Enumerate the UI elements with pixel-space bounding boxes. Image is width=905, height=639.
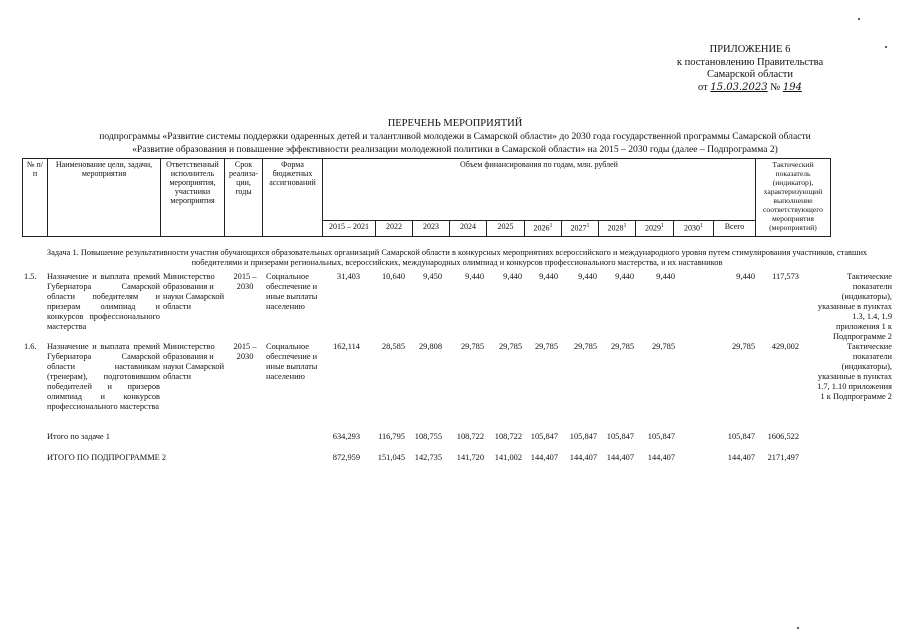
footnote-mark: 1 <box>586 223 590 229</box>
value-cell: 9,440 <box>578 272 597 281</box>
total-value: 144,407 <box>606 453 634 462</box>
number-label: № <box>770 81 781 93</box>
title-line-3: «Развитие образования и повышение эффективности реализации молодежной политики в Самарской области» на 2015 – 2030 годы (далее – Подпрограмма 2) <box>132 144 778 155</box>
row-name: Назначение и выплата премий Губернатора Самарской области наставникам (тренерам), подготовившим победителей и призеров олимпиад и конкурсов профессионального мастерства <box>47 342 160 411</box>
header-num: № п/п <box>23 159 48 237</box>
task-statement: Задача 1. Повышение результативности участия обучающихся образовательных организаций Самарской области в конкурсных мероприятиях всероссийского и международного уровня путем стимулирования участников, ставших победителями и призерами региональных, всероссийских, международных олимпиад и конкурсов профессионального мастерства, и их наставников <box>46 248 868 267</box>
total-value: 105,847 <box>727 432 755 441</box>
value-cell: 9,440 <box>503 272 522 281</box>
year-label: 2029 <box>645 223 661 233</box>
value-cell: 29,785 <box>731 342 755 351</box>
number-value: 194 <box>782 81 802 93</box>
appendix-line2: к постановлению Правительства <box>676 56 824 68</box>
value-cell: 29,785 <box>651 342 675 351</box>
total-value: 151,045 <box>377 453 405 462</box>
header-funding: Объем финансирования по годам, млн. рублей <box>323 159 756 221</box>
total-value: 105,847 <box>647 432 675 441</box>
title-line-2: подпрограммы «Развитие системы поддержки одаренных детей и талантливой молодежи в Самарской области» до 2030 года государственной программы Самарской области <box>99 131 811 142</box>
date-value: 15.03.2023 <box>710 81 768 93</box>
year-cell: Всего <box>714 221 756 237</box>
table-row <box>0 272 905 341</box>
header-indicator: Тактический показатель (индикатор), характеризующий выполнение соответствующего мероприятия (мероприятий) <box>756 159 831 237</box>
row-form: Социальное обеспечение и иные выплаты населению <box>266 342 318 381</box>
scan-speck <box>797 627 799 629</box>
year-cell: 2024 <box>450 221 487 237</box>
total-value: 108,722 <box>494 432 522 441</box>
footnote-mark: 1 <box>549 223 553 229</box>
row-executor: Министерство образования и науки Самарской области <box>163 342 225 381</box>
total-value: 2171,497 <box>767 453 799 462</box>
total-value: 141,002 <box>494 453 522 462</box>
footnote-mark: 1 <box>661 223 664 229</box>
year-cell <box>562 221 599 237</box>
total-value: 108,722 <box>456 432 484 441</box>
total-value: 105,847 <box>606 432 634 441</box>
row-executor: Министерство образования и науки Самарской области <box>163 272 225 311</box>
row-name: Назначение и выплата премий Губернатора Самарской области победителям и призерам олимпиад и конкурсов профессионального мастерства <box>47 272 160 331</box>
year-label: 2028 <box>607 223 624 233</box>
document-title <box>30 117 880 156</box>
total-row <box>0 432 905 444</box>
value-cell: 31,403 <box>336 272 360 281</box>
value-cell: 117,573 <box>772 272 799 281</box>
year-cell: 2025 <box>487 221 525 237</box>
row-period: 2015 – 2030 <box>233 342 257 361</box>
total-value: 144,407 <box>727 453 755 462</box>
appendix-block <box>660 44 840 94</box>
header-name: Наименование цели, задачи, мероприятия <box>48 159 161 237</box>
year-cell: 2022 <box>376 221 413 237</box>
row-period: 2015 – 2030 <box>233 272 257 291</box>
total-value: 1606,522 <box>767 432 799 441</box>
footnote-mark: 1 <box>700 223 703 229</box>
total-value: 105,847 <box>569 432 597 441</box>
value-cell: 162,114 <box>333 342 360 351</box>
scan-speck <box>885 46 887 48</box>
value-cell: 29,785 <box>460 342 484 351</box>
from-label: от <box>698 81 708 93</box>
header-form: Форма бюджетных ассигнований <box>263 159 323 237</box>
row-number: 1.5. <box>24 272 37 281</box>
total-value: 142,735 <box>414 453 442 462</box>
grand-total-label: ИТОГО ПО ПОДПРОГРАММЕ 2 <box>47 453 167 462</box>
value-cell: 10,640 <box>381 272 405 281</box>
value-cell: 9,440 <box>656 272 675 281</box>
value-cell: 29,785 <box>573 342 597 351</box>
total-value: 144,407 <box>530 453 558 462</box>
year-cell: 2023 <box>413 221 450 237</box>
row-indicator: Тактические показатели (индикаторы), указанные в пунктах 1.3, 1.4, 1.9 приложения 1 к Подпрограмме 2 <box>817 272 892 341</box>
total-value: 634,293 <box>332 432 360 441</box>
value-cell: 28,585 <box>381 342 405 351</box>
value-cell: 9,440 <box>615 272 634 281</box>
value-cell: 9,440 <box>539 272 558 281</box>
value-cell: 29,785 <box>534 342 558 351</box>
table-row <box>0 342 905 426</box>
year-cell <box>674 221 714 237</box>
footnote-mark: 1 <box>623 223 627 229</box>
total-value: 141,720 <box>456 453 484 462</box>
header-table <box>22 158 831 237</box>
appendix-line3: Самарской области <box>707 69 793 80</box>
value-cell: 29,808 <box>418 342 442 351</box>
year-label: 2030 <box>684 223 700 233</box>
total-value: 108,755 <box>414 432 442 441</box>
total-value: 144,407 <box>569 453 597 462</box>
year-label: 2027 <box>570 223 587 233</box>
value-cell: 9,440 <box>465 272 484 281</box>
total-value: 105,847 <box>530 432 558 441</box>
total-value: 872,959 <box>332 453 360 462</box>
row-number: 1.6. <box>24 342 37 351</box>
value-cell: 429,002 <box>771 342 799 351</box>
year-cell <box>636 221 674 237</box>
value-cell: 29,785 <box>498 342 522 351</box>
header-executor: Ответственный исполнитель мероприятия, участники мероприятия <box>161 159 225 237</box>
total-value: 144,407 <box>647 453 675 462</box>
row-indicator: Тактические показатели (индикаторы), указанные в пунктах 1.7, 1.10 приложения 1 к Подпрограмме 2 <box>817 342 892 401</box>
year-cell <box>525 221 562 237</box>
grand-total-row <box>0 453 905 465</box>
appendix-date-line <box>660 82 840 95</box>
year-label: 2026 <box>533 223 550 233</box>
value-cell: 29,785 <box>610 342 634 351</box>
header-period: Срок реализа-ции, годы <box>225 159 263 237</box>
title-line-1: ПЕРЕЧЕНЬ МЕРОПРИЯТИЙ <box>387 118 523 129</box>
scan-speck <box>858 18 860 20</box>
year-cell <box>599 221 636 237</box>
appendix-title: ПРИЛОЖЕНИЕ 6 <box>709 44 791 55</box>
total-value: 116,795 <box>378 432 405 441</box>
row-form: Социальное обеспечение и иные выплаты населению <box>266 272 318 311</box>
year-cell: 2015 – 2021 <box>323 221 376 237</box>
value-cell: 9,450 <box>423 272 442 281</box>
total-label: Итого по задаче 1 <box>47 432 110 441</box>
value-cell: 9,440 <box>736 272 755 281</box>
